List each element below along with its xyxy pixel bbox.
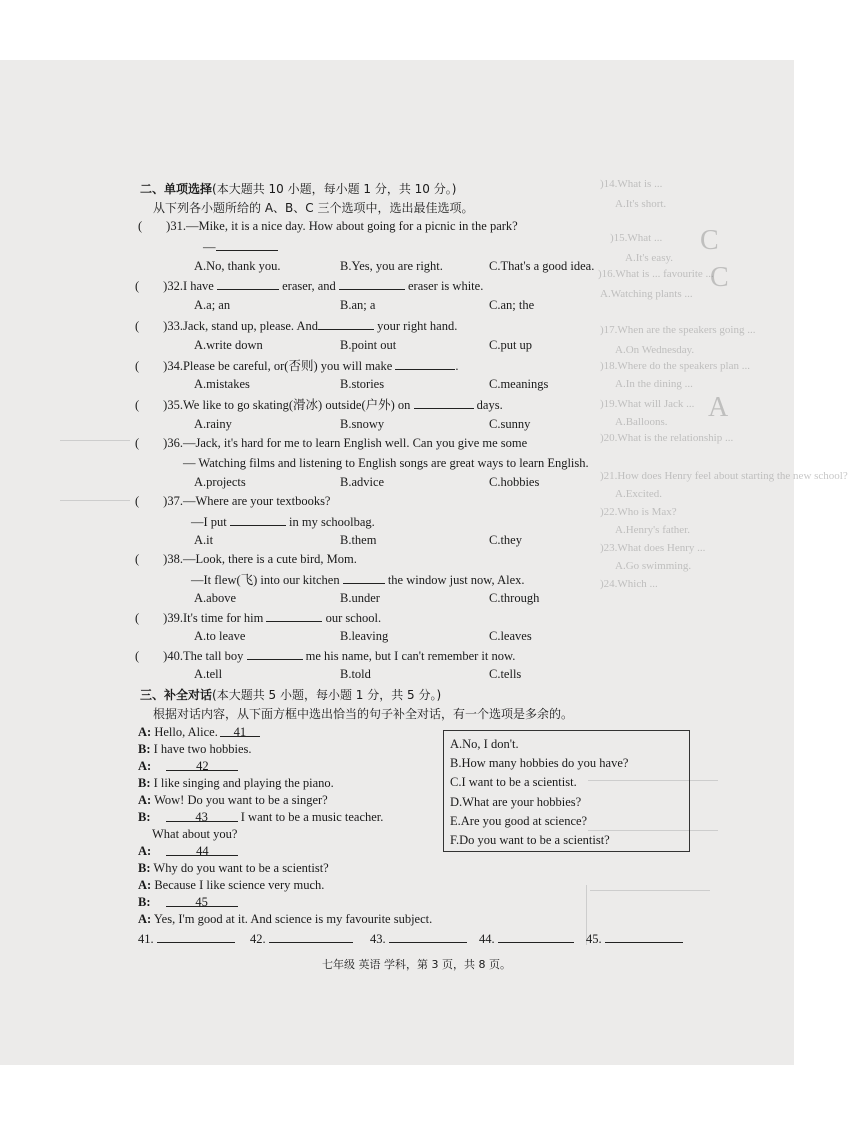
- option-b: B.an; a: [340, 298, 376, 312]
- bleed-through-text: )14.What is ...: [600, 178, 663, 190]
- option-a: A.tell: [194, 667, 223, 681]
- bleed-through-text: )16.What is ... favourite ...: [598, 268, 714, 280]
- answer-blank[interactable]: [266, 609, 322, 622]
- answer-line[interactable]: [389, 930, 467, 943]
- answer-blank[interactable]: [318, 317, 374, 330]
- option-a: A.above: [194, 591, 236, 605]
- question-40: [135, 647, 515, 664]
- question-text: eraser, and: [282, 279, 336, 293]
- bleed-through-mark: C: [710, 262, 729, 293]
- option-b: B.Yes, you are right.: [340, 259, 443, 273]
- dialogue-text: Hello, Alice.: [154, 725, 218, 739]
- option-b: B.point out: [340, 338, 397, 352]
- bleed-through-mark: A: [708, 392, 729, 423]
- question-37-reply: [191, 513, 375, 530]
- dialogue-line: [138, 775, 334, 791]
- question-31: [138, 218, 518, 234]
- question-text: .: [455, 359, 459, 373]
- question-text: our school.: [325, 611, 382, 625]
- dialogue-line: [138, 758, 238, 774]
- answer-blank-42[interactable]: [166, 758, 238, 771]
- option-item: D.What are your hobbies?: [450, 795, 582, 809]
- question-text: eraser is white.: [408, 279, 484, 293]
- bleed-through-line: [60, 440, 130, 441]
- dialogue-line: [138, 877, 324, 893]
- dialogue-line: [138, 894, 238, 910]
- option-b: B.them: [340, 533, 377, 547]
- question-text: Jack, stand up, please. And: [182, 319, 319, 333]
- answer-blank[interactable]: [230, 513, 286, 526]
- option-c: C.hobbies: [489, 475, 540, 489]
- answer-blank-43[interactable]: [166, 809, 238, 822]
- paren: (: [135, 279, 140, 293]
- blank-number: 42: [196, 759, 209, 773]
- bleed-through-text: A.Balloons.: [615, 416, 668, 428]
- answer-blank[interactable]: [216, 238, 278, 251]
- blank-number: 45: [195, 895, 208, 909]
- answer-slot-43: [370, 930, 467, 947]
- question-text: —Where are your textbooks?: [182, 494, 331, 508]
- bleed-through-text: A.It's short.: [615, 198, 667, 210]
- dialogue-text: I have two hobbies.: [153, 742, 252, 756]
- question-text: We like to go skating(滑冰) outside(户外) on: [182, 398, 411, 412]
- section2-note: (本大题共 10 小题，每小题 1 分，共 10 分。): [212, 182, 457, 196]
- speaker: A:: [138, 912, 152, 926]
- question-number: )31.: [166, 219, 186, 233]
- speaker: A:: [138, 759, 152, 773]
- option-a: A.projects: [194, 475, 246, 489]
- slot-label: 42.: [250, 932, 266, 946]
- section2-title: 二、单项选择: [140, 182, 213, 196]
- question-text: —I put: [191, 515, 227, 529]
- question-31-reply: [203, 238, 278, 255]
- bleed-through-text: )23.What does Henry ...: [600, 542, 706, 554]
- answer-line[interactable]: [157, 930, 235, 943]
- option-c: C.That's a good idea.: [489, 259, 595, 273]
- dialogue-text: I want to be a music teacher.: [240, 810, 384, 824]
- bleed-through-text: )19.What will Jack ...: [600, 398, 695, 410]
- answer-blank-44[interactable]: [166, 843, 238, 856]
- answer-blank-41[interactable]: [220, 724, 260, 737]
- answer-line[interactable]: [498, 930, 574, 943]
- question-text: —It flew(飞) into our kitchen: [191, 573, 340, 587]
- question-text: I have: [182, 279, 214, 293]
- question-34: [135, 357, 459, 374]
- question-text: the window just now, Alex.: [387, 573, 525, 587]
- option-b: B.stories: [340, 377, 385, 391]
- option-a: A.to leave: [194, 629, 246, 643]
- blank-number: 43: [195, 810, 208, 824]
- option-a: A.rainy: [194, 417, 232, 431]
- blank-number: 44: [196, 844, 209, 858]
- speaker: B:: [138, 810, 151, 824]
- bleed-through-text: A.It's easy.: [625, 252, 674, 264]
- answer-blank[interactable]: [217, 277, 279, 290]
- speaker: A:: [138, 844, 152, 858]
- option-item: B.How many hobbies do you have?: [450, 756, 629, 770]
- option-c: C.tells: [489, 667, 522, 681]
- question-36-reply: — Watching films and listening to English songs are great ways to learn English.: [183, 456, 589, 470]
- dialogue-line: [138, 724, 260, 740]
- paren: (: [135, 398, 140, 412]
- question-text: your right hand.: [377, 319, 458, 333]
- answer-blank[interactable]: [339, 277, 405, 290]
- question-38: [135, 551, 357, 567]
- answer-slot-44: [479, 930, 574, 947]
- option-c: C.put up: [489, 338, 533, 352]
- dialogue-line: [138, 911, 432, 927]
- option-b: B.snowy: [340, 417, 385, 431]
- paren: (: [135, 611, 140, 625]
- bleed-through-line: [60, 500, 130, 501]
- slot-label: 41.: [138, 932, 154, 946]
- speaker: B:: [138, 776, 151, 790]
- bleed-through-text: A.In the dining ...: [615, 378, 693, 390]
- bleed-through-mark: C: [700, 225, 719, 256]
- section2-instruction: 从下列各小题所给的 A、B、C 三个选项中，选出最佳选项。: [153, 201, 474, 215]
- section3-title: 三、补全对话: [140, 688, 213, 702]
- bleed-through-text: )18.Where do the speakers plan ...: [600, 360, 750, 372]
- bleed-through-text: )20.What is the relationship ...: [600, 432, 734, 444]
- option-c: C.they: [489, 533, 522, 547]
- option-item: C.I want to be a scientist.: [450, 775, 577, 789]
- question-number: )32.: [163, 279, 183, 293]
- question-38-reply: [191, 571, 525, 588]
- question-number: )36.: [163, 436, 183, 450]
- option-b: B.leaving: [340, 629, 389, 643]
- dialogue-line: [138, 843, 238, 859]
- question-text: me his name, but I can't remember it now.: [305, 649, 516, 663]
- page-footer: 七年级 英语 学科，第 3 页，共 8 页。: [322, 958, 511, 971]
- slot-label: 44.: [479, 932, 495, 946]
- option-item: A.No, I don't.: [450, 737, 519, 751]
- option-item: E.Are you good at science?: [450, 814, 588, 828]
- answer-slot-42: [250, 930, 353, 947]
- question-text: —Mike, it is a nice day. How about going for a picnic in the park?: [185, 219, 518, 233]
- dialogue-text: Wow! Do you want to be a singer?: [154, 793, 328, 807]
- paren: (: [138, 219, 143, 233]
- paren: (: [135, 649, 140, 663]
- question-number: )33.: [163, 319, 183, 333]
- speaker: B:: [138, 742, 151, 756]
- bleed-through-text: )24.Which ...: [600, 578, 658, 590]
- reply-dash: —: [203, 240, 216, 254]
- option-b: B.under: [340, 591, 380, 605]
- speaker: A:: [138, 878, 152, 892]
- answer-slot-45: [586, 930, 683, 947]
- answer-slot-41: [138, 930, 235, 947]
- question-number: )40.: [163, 649, 183, 663]
- answer-blank-45[interactable]: [166, 894, 238, 907]
- bleed-through-text: )15.What ...: [610, 232, 663, 244]
- option-c: C.sunny: [489, 417, 531, 431]
- section2-heading: [140, 180, 456, 197]
- answer-blank[interactable]: [343, 571, 385, 584]
- dialogue-text: Because I like science very much.: [154, 878, 325, 892]
- question-text: days.: [476, 398, 503, 412]
- option-c: C.leaves: [489, 629, 532, 643]
- dialogue-line: What about you?: [152, 827, 238, 841]
- answer-blank[interactable]: [247, 647, 303, 660]
- question-number: )38.: [163, 552, 183, 566]
- question-number: )37.: [163, 494, 183, 508]
- speaker: A:: [138, 725, 152, 739]
- section3-note: (本大题共 5 小题，每小题 1 分，共 5 分。): [212, 688, 442, 702]
- speaker: A:: [138, 793, 152, 807]
- speaker: B:: [138, 861, 151, 875]
- option-b: B.advice: [340, 475, 385, 489]
- option-c: C.an; the: [489, 298, 535, 312]
- bleed-through-text: )21.How does Henry feel about starting the new school?: [600, 470, 848, 482]
- answer-blank[interactable]: [395, 357, 455, 370]
- question-text: Please be careful, or(否则) you will make: [182, 359, 393, 373]
- paren: (: [135, 552, 140, 566]
- option-c: C.through: [489, 591, 540, 605]
- bleed-through-text: A.On Wednesday.: [615, 344, 695, 356]
- answer-line[interactable]: [605, 930, 683, 943]
- question-33: [135, 317, 457, 334]
- dialogue-text: I like singing and playing the piano.: [153, 776, 334, 790]
- option-a: A.write down: [194, 338, 263, 352]
- question-text: —Look, there is a cute bird, Mom.: [182, 552, 357, 566]
- bleed-through-text: A.Watching plants ...: [600, 288, 693, 300]
- question-35: [135, 396, 503, 413]
- paren: (: [135, 359, 140, 373]
- slot-label: 45.: [586, 932, 602, 946]
- option-b: B.told: [340, 667, 371, 681]
- question-number: )39.: [163, 611, 183, 625]
- dialogue-text: Yes, I'm good at it. And science is my favourite subject.: [153, 912, 433, 926]
- question-37: [135, 493, 330, 509]
- paren: (: [135, 436, 140, 450]
- bleed-through-text: A.Excited.: [615, 488, 663, 500]
- bleed-through-text: )17.When are the speakers going ...: [600, 324, 756, 336]
- dialogue-line: [138, 792, 328, 808]
- question-32: [135, 277, 483, 294]
- option-a: A.mistakes: [194, 377, 250, 391]
- bleed-through-text: )22.Who is Max?: [600, 506, 677, 518]
- answer-line[interactable]: [269, 930, 353, 943]
- bleed-through-text: A.Henry's father.: [615, 524, 690, 536]
- option-item: F.Do you want to be a scientist?: [450, 833, 610, 847]
- question-text: in my schoolbag.: [289, 515, 375, 529]
- question-39: [135, 609, 381, 626]
- dialogue-line: [138, 809, 383, 825]
- answer-blank[interactable]: [414, 396, 474, 409]
- option-a: A.it: [194, 533, 214, 547]
- blank-number: 41: [233, 725, 247, 739]
- dialogue-line: [138, 860, 329, 876]
- bleed-through-text: A.Go swimming.: [615, 560, 692, 572]
- bleed-through-line: [590, 890, 710, 891]
- paren: (: [135, 494, 140, 508]
- paren: (: [135, 319, 140, 333]
- question-number: )35.: [163, 398, 183, 412]
- dialogue-line: [138, 741, 252, 757]
- dialogue-text: Why do you want to be a scientist?: [153, 861, 329, 875]
- question-36: [135, 435, 527, 451]
- section3-instruction: 根据对话内容，从下面方框中选出恰当的句子补全对话，有一个选项是多余的。: [153, 707, 574, 721]
- option-c: C.meanings: [489, 377, 549, 391]
- question-number: )34.: [163, 359, 183, 373]
- question-text: It's time for him: [182, 611, 264, 625]
- option-a: A.a; an: [194, 298, 231, 312]
- option-a: A.No, thank you.: [194, 259, 281, 273]
- section3-heading: [140, 686, 441, 703]
- question-text: —Jack, it's hard for me to learn English well. Can you give me some: [182, 436, 528, 450]
- speaker: B:: [138, 895, 151, 909]
- slot-label: 43.: [370, 932, 386, 946]
- question-text: The tall boy: [182, 649, 244, 663]
